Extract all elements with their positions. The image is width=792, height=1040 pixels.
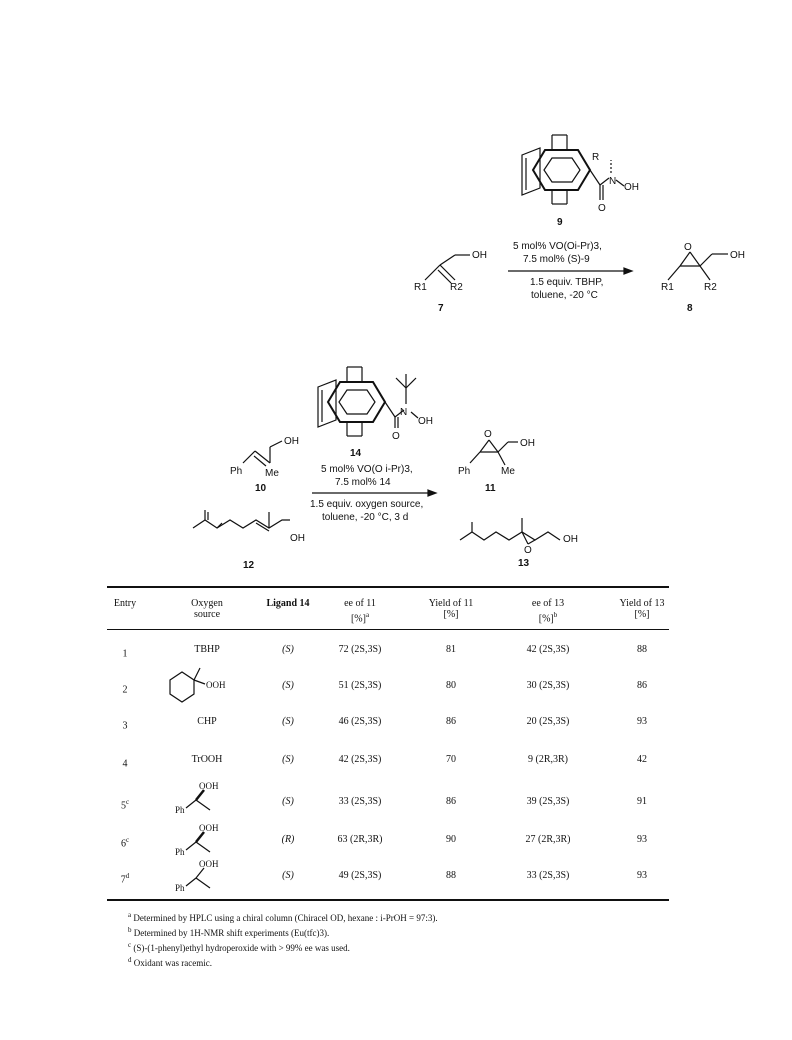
- scheme2-reagent-line1: 5 mol% VO(O i-Pr)3,: [321, 464, 413, 475]
- substrate-10-number: 10: [255, 483, 267, 494]
- row-3-yield13: 93: [637, 716, 647, 727]
- row-6-ee11: 63 (2R,3R): [337, 834, 383, 845]
- row-3-yield11: 86: [446, 716, 456, 727]
- row-7-entry: 7$^d$: [120, 872, 130, 886]
- substrate-12-structure: [193, 510, 290, 531]
- row-1-yield13: 88: [637, 644, 647, 655]
- row-4-ee11: 42 (2S,3S): [338, 754, 382, 765]
- product-11-number: 11: [485, 483, 496, 494]
- ligand-14-oh-label: OH: [418, 416, 433, 427]
- arrowhead-2: [428, 490, 436, 496]
- substrate-7-number: 7: [438, 303, 444, 314]
- row5-ooh-label: OOH: [199, 781, 219, 791]
- substrate-7-oh-label: OH: [472, 250, 487, 261]
- scheme1-condition-line2: toluene, -20 °C: [531, 290, 598, 301]
- row-2-ee11: 51 (2S,3S): [338, 680, 382, 691]
- row-6-entry: 6$^c$: [120, 836, 130, 850]
- row-2-ligand: (S): [282, 680, 294, 691]
- phenylethyl-hydroperoxide-structure-7: [186, 868, 210, 888]
- row-4-ee13: 9 (2R,3R): [528, 754, 568, 765]
- table-header-rule: [107, 629, 669, 630]
- scheme1-condition-line1: 1.5 equiv. TBHP,: [530, 277, 604, 288]
- row-1-ligand: (S): [282, 644, 294, 655]
- header-entry: Entry: [113, 598, 137, 609]
- row-2-yield11: 80: [446, 680, 456, 691]
- row-1-yield11: 81: [446, 644, 456, 655]
- ligand-9-number: 9: [557, 217, 563, 228]
- row5-ph-label: Ph: [175, 805, 185, 815]
- row-3-ligand: (S): [282, 716, 294, 727]
- header-yield11-line1: Yield of 11: [428, 598, 474, 609]
- row-4-entry: 4: [122, 758, 128, 770]
- row-1-ee13: 42 (2S,3S): [526, 644, 570, 655]
- product-13-structure: [460, 518, 560, 544]
- row-5-yield13: 91: [637, 796, 647, 807]
- row-2-entry: 2: [122, 684, 128, 696]
- substrate-10-structure: [243, 441, 282, 466]
- row-4-yield11: 70: [446, 754, 456, 765]
- product-11-oh-label: OH: [520, 438, 535, 449]
- ligand-14-o-label: O: [392, 431, 400, 442]
- row-7-ee11: 49 (2S,3S): [338, 870, 382, 881]
- header-yield11-line2: [%]: [443, 609, 459, 620]
- substrate-12-number: 12: [243, 560, 255, 571]
- row-6-yield11: 90: [446, 834, 456, 845]
- scheme2-condition-line1: 1.5 equiv. oxygen source,: [310, 499, 424, 510]
- scheme2-reagent-line2: 7.5 mol% 14: [335, 477, 391, 488]
- footnote-c: $^c$ (S)-(1-phenyl)ethyl hydroperoxide with > 99% ee was used.: [128, 941, 350, 953]
- row-7-ee13: 33 (2S,3S): [526, 870, 570, 881]
- row-6-yield13: 93: [637, 834, 647, 845]
- scheme1-reagent-line1: 5 mol% VO(Oi-Pr)3,: [513, 241, 602, 252]
- footnote-d: $^d$ Oxidant was racemic.: [128, 956, 212, 968]
- row-7-ligand: (S): [282, 870, 294, 881]
- ligand-14-number: 14: [350, 448, 362, 459]
- product-11-ph-label: Ph: [458, 466, 471, 477]
- row-6-ligand: (R): [281, 834, 295, 845]
- product-8-r1-label: R1: [661, 282, 674, 293]
- row-5-ligand: (S): [282, 796, 294, 807]
- row-3-ee11: 46 (2S,3S): [338, 716, 382, 727]
- cyclohexyl-ooh-label: OOH: [206, 680, 226, 690]
- row6-ph-label: Ph: [175, 847, 185, 857]
- row-4-ligand: (S): [282, 754, 294, 765]
- row-6-ee13: 27 (2R,3R): [525, 834, 571, 845]
- ligand-9-r-label: R: [592, 152, 600, 163]
- scheme1-reagent-line2: 7.5 mol% (S)-9: [523, 254, 590, 265]
- row-7-yield13: 93: [637, 870, 647, 881]
- row-1-ee11: 72 (2S,3S): [338, 644, 382, 655]
- product-8-number: 8: [687, 303, 693, 314]
- row7-ooh-label: OOH: [199, 859, 219, 869]
- footnote-a: $^a$ Determined by HPLC using a chiral column (Chiracel OD, hexane : i-PrOH = 97:3).: [128, 911, 438, 923]
- ligand-14-n-label: N: [400, 407, 408, 418]
- product-8-structure: [668, 252, 728, 280]
- row-1-source: TBHP: [194, 644, 220, 655]
- phenylethyl-hydroperoxide-structure-5: [186, 790, 210, 810]
- substrate-7-r2-label: R2: [450, 282, 463, 293]
- product-13-o-label: O: [524, 545, 532, 556]
- ligand-9-structure: [522, 135, 624, 204]
- ligand-9-oh-label: OH: [624, 182, 639, 193]
- header-ee13-line1: ee of 13: [531, 598, 565, 609]
- ligand-14-structure: [318, 367, 418, 436]
- product-11-me-label: Me: [501, 466, 515, 477]
- product-11-o-label: O: [484, 429, 492, 440]
- row-2-yield13: 86: [637, 680, 647, 691]
- header-ee11-line1: ee of 11: [344, 598, 376, 609]
- header-oxygen-line1: Oxygen: [191, 598, 223, 609]
- row-3-source: CHP: [197, 716, 217, 727]
- row7-ph-label: Ph: [175, 883, 185, 893]
- header-ligand: Ligand 14: [266, 598, 310, 609]
- cyclohexyl-hydroperoxide-structure: [170, 668, 205, 702]
- ligand-9-o-label: O: [598, 203, 606, 214]
- substrate-10-me-label: Me: [265, 468, 279, 479]
- substrate-10-ph-label: Ph: [230, 466, 243, 477]
- ligand-9-n-label: N: [609, 176, 617, 187]
- header-ee11-line2: [%]$^a$: [350, 611, 370, 625]
- table-bottom-rule: [107, 899, 669, 901]
- product-11-structure: [470, 440, 518, 465]
- row-5-entry: 5$^c$: [120, 798, 130, 812]
- footnote-b: $^b$ Determined by 1H-NMR shift experiments (Eu(tfc)3).: [128, 926, 330, 938]
- row-5-yield11: 86: [446, 796, 456, 807]
- row-7-yield11: 88: [446, 870, 456, 881]
- substrate-12-oh-label: OH: [290, 533, 305, 544]
- row6-ooh-label: OOH: [199, 823, 219, 833]
- product-13-number: 13: [518, 558, 530, 569]
- header-ee13-line2: [%]$^b$: [538, 611, 558, 625]
- product-8-o-label: O: [684, 242, 692, 253]
- product-13-oh-label: OH: [563, 534, 578, 545]
- row-3-ee13: 20 (2S,3S): [526, 716, 570, 727]
- row-2-ee13: 30 (2S,3S): [526, 680, 570, 691]
- substrate-7-structure: [425, 255, 470, 283]
- table-top-rule: [107, 586, 669, 588]
- phenylethyl-hydroperoxide-structure-6: [186, 832, 210, 852]
- row-4-source: TrOOH: [191, 754, 223, 765]
- row-4-yield13: 42: [637, 754, 647, 765]
- product-8-oh-label: OH: [730, 250, 745, 261]
- row-1-entry: 1: [122, 648, 128, 660]
- header-oxygen-line2: source: [193, 609, 221, 620]
- row-3-entry: 3: [122, 720, 128, 732]
- row-5-ee11: 33 (2S,3S): [338, 796, 382, 807]
- substrate-7-r1-label: R1: [414, 282, 427, 293]
- row-5-ee13: 39 (2S,3S): [526, 796, 570, 807]
- product-8-r2-label: R2: [704, 282, 717, 293]
- substrate-10-oh-label: OH: [284, 436, 299, 447]
- arrowhead-1: [624, 268, 632, 274]
- header-yield13-line1: Yield of 13: [619, 598, 665, 609]
- scheme2-condition-line2: toluene, -20 °C, 3 d: [322, 512, 409, 523]
- header-yield13-line2: [%]: [634, 609, 650, 620]
